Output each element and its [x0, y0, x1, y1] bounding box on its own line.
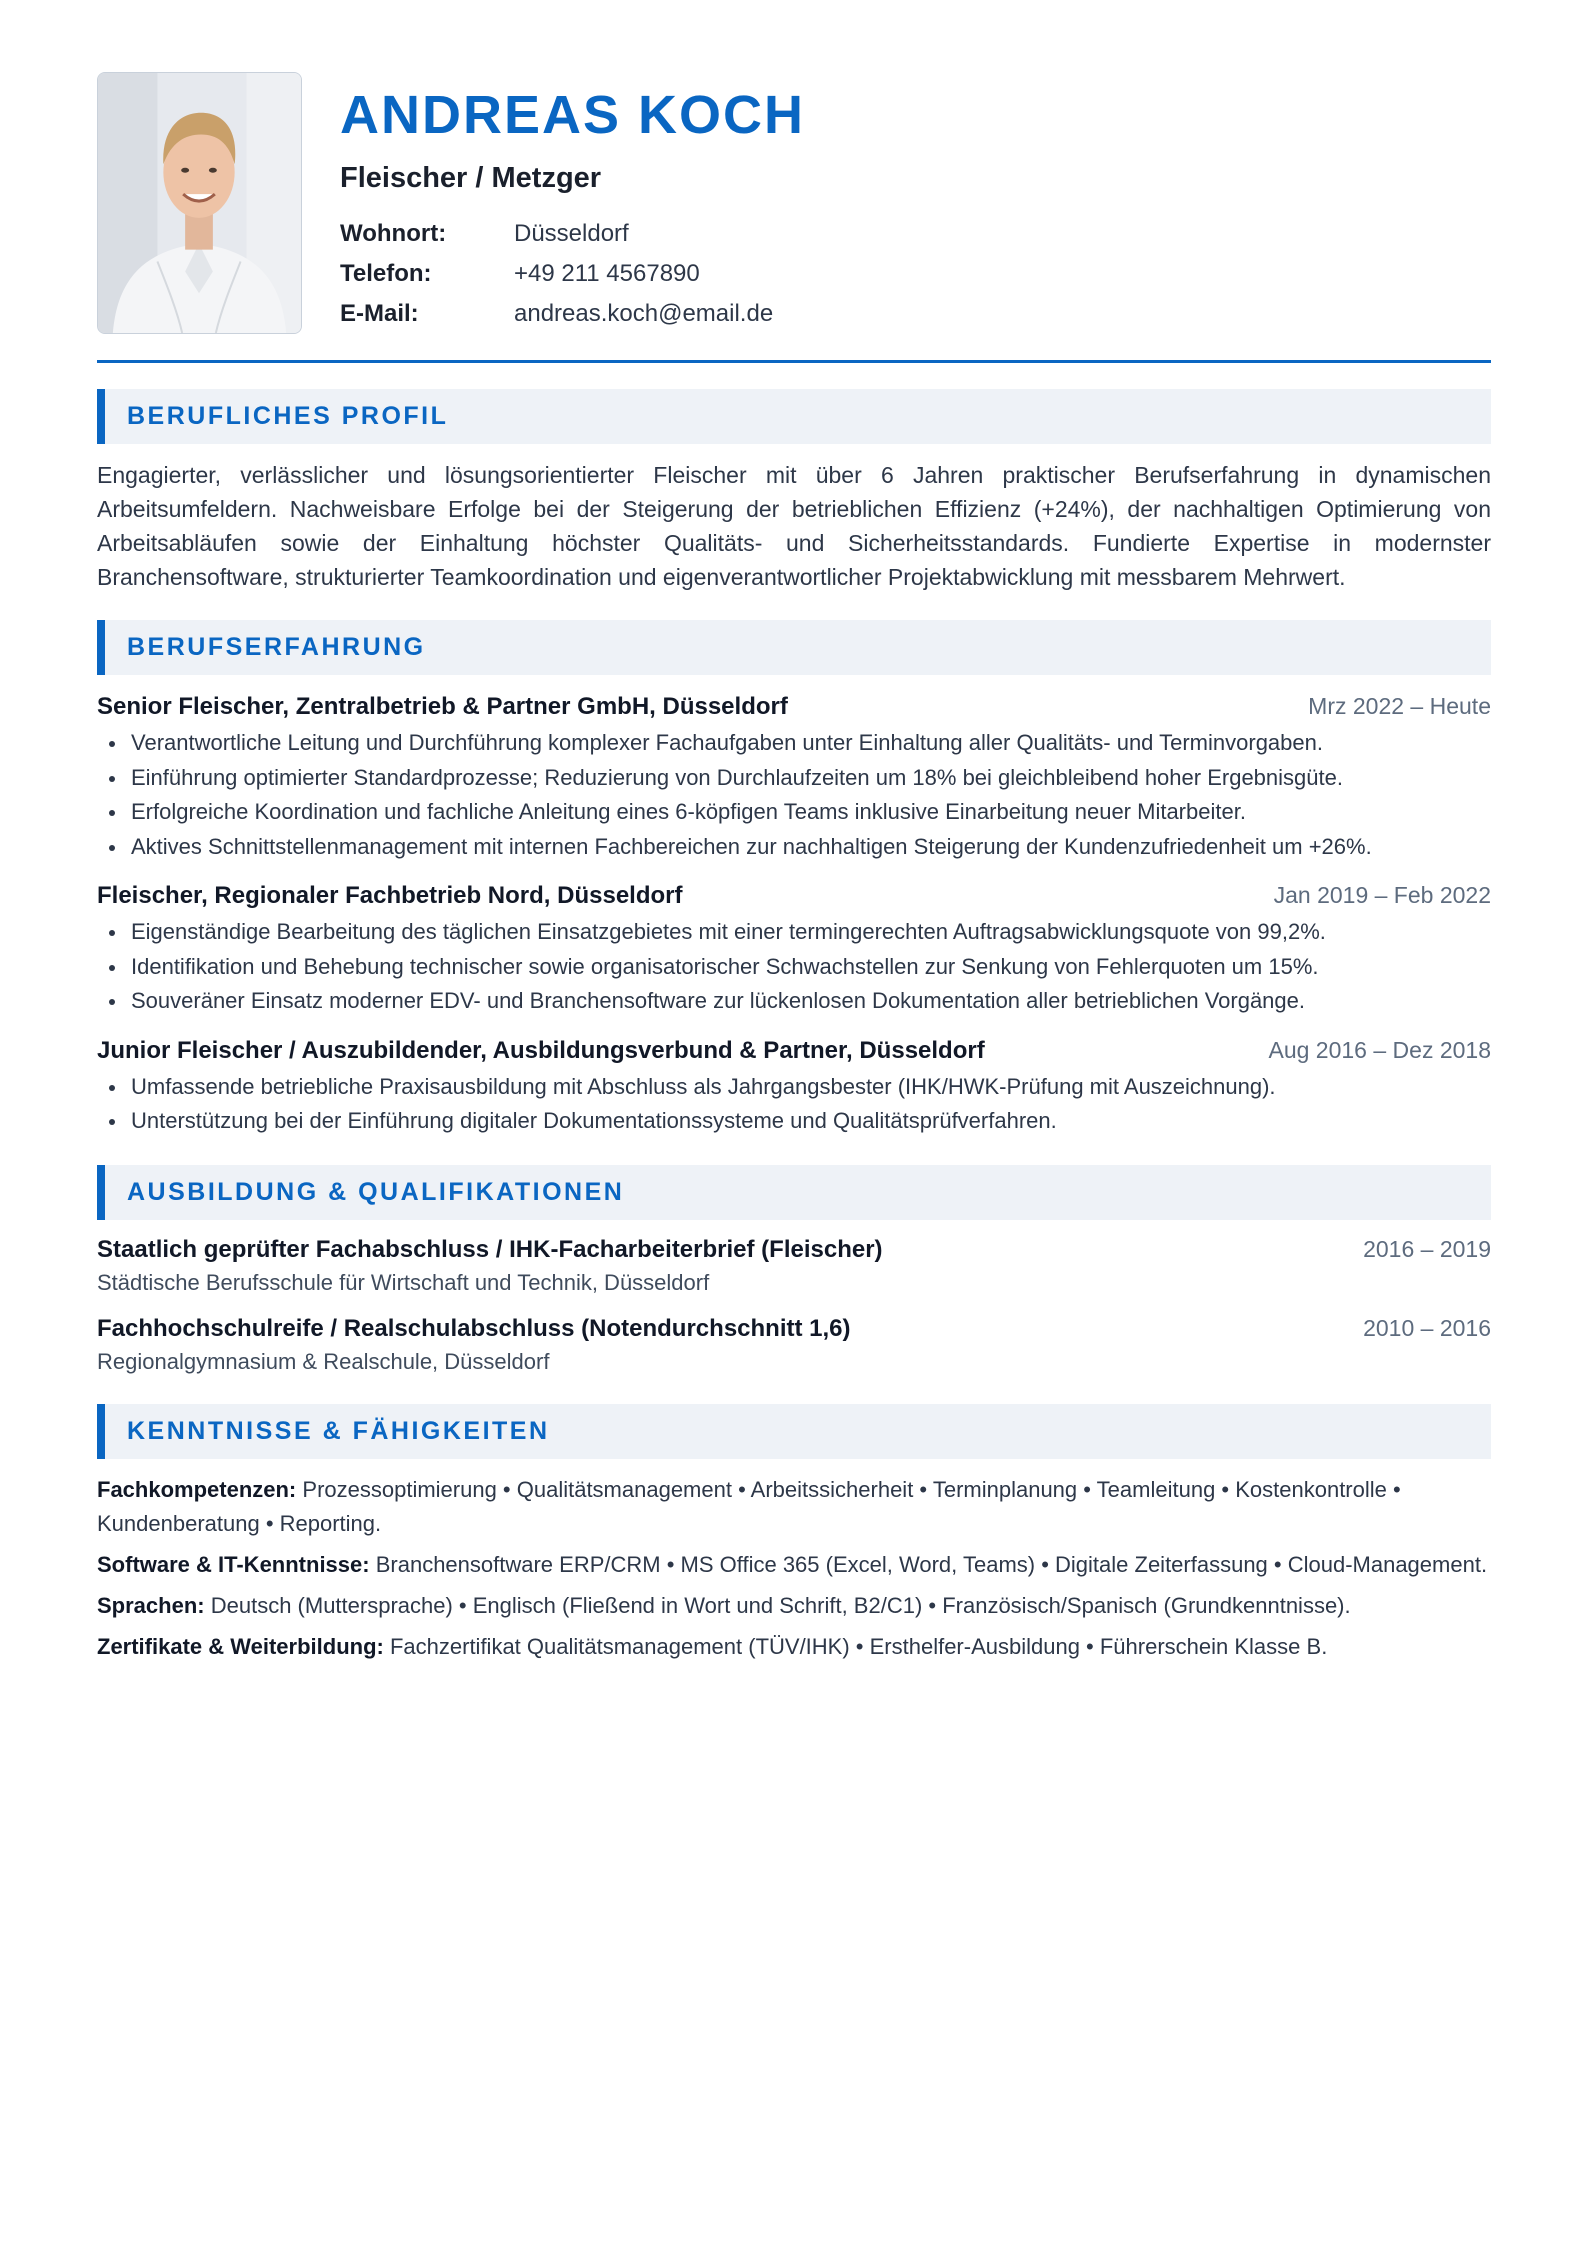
contact-label: E-Mail:: [340, 300, 419, 327]
contact-value: andreas.koch@email.de: [514, 300, 774, 327]
contact-row-email: [340, 294, 805, 334]
list-item: Umfassende betriebliche Praxisausbildung mit Abschluss als Jahrgangsbester (IHK/HWK-Prüfung mit Auszeichnung).: [97, 1070, 1491, 1105]
skill-label: Sprachen:: [97, 1592, 205, 1618]
job-date: Jan 2019 – Feb 2022: [1273, 882, 1491, 908]
section-heading-skills: [97, 1404, 1491, 1459]
section-title: BERUFLICHES PROFIL: [127, 402, 449, 430]
candidate-name: ANDREAS KOCH: [340, 85, 806, 145]
job-date: Aug 2016 – Dez 2018: [1268, 1036, 1491, 1063]
skill-label: Zertifikate & Weiterbildung:: [97, 1633, 384, 1659]
contact-label: Wohnort:: [340, 220, 447, 247]
job-entry: [97, 878, 1491, 1019]
section-heading-education: [97, 1165, 1491, 1220]
list-item: Unterstützung bei der Einführung digitaler Dokumentationssysteme und Qualitätsprüfverfahren.: [97, 1104, 1491, 1139]
job-title: Fleischer, Regionaler Fachbetrieb Nord, Düsseldorf: [97, 882, 683, 909]
contact-value: +49 211 4567890: [514, 260, 700, 287]
header-divider: [97, 360, 1491, 363]
skill-label: Fachkompetenzen:: [97, 1476, 297, 1502]
education-title: Fachhochschulreife / Realschulabschluss (Notendurchschnitt 1,6): [97, 1314, 851, 1342]
education-title: Staatlich geprüfter Fachabschluss / IHK-Facharbeiterbrief (Fleischer): [97, 1235, 883, 1263]
section-heading-profile: [97, 389, 1491, 444]
skills-list: [97, 1473, 1491, 1664]
list-item: Eigenständige Bearbeitung des täglichen Einsatzgebietes mit einer termingerechten Auftragsabwicklungsquote von 99,2%.: [97, 915, 1491, 950]
list-item: Aktives Schnittstellenmanagement mit internen Fachbereichen zur nachhaltigen Steigerung der Kundenzufriedenheit um +26%.: [97, 830, 1491, 865]
list-item: Einführung optimierter Standardprozesse; Reduzierung von Durchlaufzeiten um 18% bei gleichbleibend hoher Ergebnisgüte.: [97, 761, 1491, 796]
contact-label: Telefon:: [340, 260, 432, 287]
skill-text: Prozessoptimierung • Qualitätsmanagement • Arbeitssicherheit • Terminplanung • Teamleitung • Kostenkontrolle • Kundenberatung • Reporting.: [97, 1476, 1401, 1536]
skill-entry: [97, 1548, 1491, 1582]
education-entry: [97, 1232, 1491, 1299]
list-item: Identifikation und Behebung technischer sowie organisatorischer Schwachstellen zur Senkung von Fehlerquoten um 15%.: [97, 950, 1491, 985]
job-bullets: [97, 726, 1491, 864]
job-title: Senior Fleischer, Zentralbetrieb & Partner GmbH, Düsseldorf: [97, 693, 788, 720]
section-title: BERUFSERFAHRUNG: [127, 633, 426, 661]
profile-summary: Engagierter, verlässlicher und lösungsorientierter Fleischer mit über 6 Jahren praktischer Berufserfahrung in dynamischen Arbeitsumfeldern. Nachweisbare Erfolge bei der Steigerung der betrieblichen Effizienz (+24%), der nachhaltigen Optimierung von Arbeitsabläufen sowie der Einhaltung höchster Qualitäts- und Sicherheitsstandards. Fundierte Expertise in modernster Branchensoftware, strukturierter Teamkoordination und eigenverantwortlicher Projektabwicklung mit messbarem Mehrwert.: [97, 462, 1491, 590]
profile-photo: [97, 72, 302, 334]
job-bullets: [97, 915, 1491, 1019]
header-info: [340, 72, 805, 334]
list-item: Verantwortliche Leitung und Durchführung komplexer Fachaufgaben unter Einhaltung aller Qualitäts- und Terminvorgaben.: [97, 726, 1491, 761]
skill-entry: [97, 1589, 1491, 1623]
section-title: AUSBILDUNG & QUALIFIKATIONEN: [127, 1177, 625, 1206]
skill-entry: [97, 1630, 1491, 1664]
contact-row-location: [340, 214, 805, 254]
job-bullets: [97, 1070, 1491, 1139]
skill-label: Software & IT-Kenntnisse:: [97, 1551, 370, 1577]
education-date: 2010 – 2016: [1363, 1314, 1491, 1341]
job-entry: [97, 689, 1491, 864]
skill-text: Fachzertifikat Qualitätsmanagement (TÜV/IHK) • Ersthelfer-Ausbildung • Führerschein Klasse B.: [389, 1633, 1328, 1659]
contact-value: Düsseldorf: [514, 220, 629, 247]
job-title: Junior Fleischer / Auszubildender, Ausbildungsverbund & Partner, Düsseldorf: [97, 1036, 985, 1064]
skill-text: Branchensoftware ERP/CRM • MS Office 365 (Excel, Word, Teams) • Digitale Zeiterfassung • Cloud-Management.: [375, 1551, 1488, 1577]
contact-details: [340, 214, 805, 334]
education-school: Städtische Berufsschule für Wirtschaft und Technik, Düsseldorf: [97, 1269, 710, 1295]
skill-entry: [97, 1473, 1491, 1541]
job-entry: [97, 1033, 1491, 1139]
section-title: KENNTNISSE & FÄHIGKEITEN: [127, 1416, 550, 1445]
skill-text: Deutsch (Muttersprache) • Englisch (Fließend in Wort und Schrift, B2/C1) • Französisch/Spanisch (Grundkenntnisse).: [210, 1592, 1351, 1618]
contact-row-phone: [340, 254, 805, 294]
job-date: Mrz 2022 – Heute: [1308, 693, 1491, 719]
resume-header: [97, 72, 1491, 334]
section-heading-experience: [97, 620, 1491, 675]
education-school: Regionalgymnasium & Realschule, Düsseldorf: [97, 1348, 550, 1374]
education-entry: [97, 1311, 1491, 1378]
list-item: Souveräner Einsatz moderner EDV- und Branchensoftware zur lückenlosen Dokumentation aller betrieblichen Vorgänge.: [97, 984, 1491, 1019]
candidate-role: Fleischer / Metzger: [340, 162, 602, 194]
education-date: 2016 – 2019: [1363, 1235, 1491, 1262]
list-item: Erfolgreiche Koordination und fachliche Anleitung eines 6-köpfigen Teams inklusive Einarbeitung neuer Mitarbeiter.: [97, 795, 1491, 830]
